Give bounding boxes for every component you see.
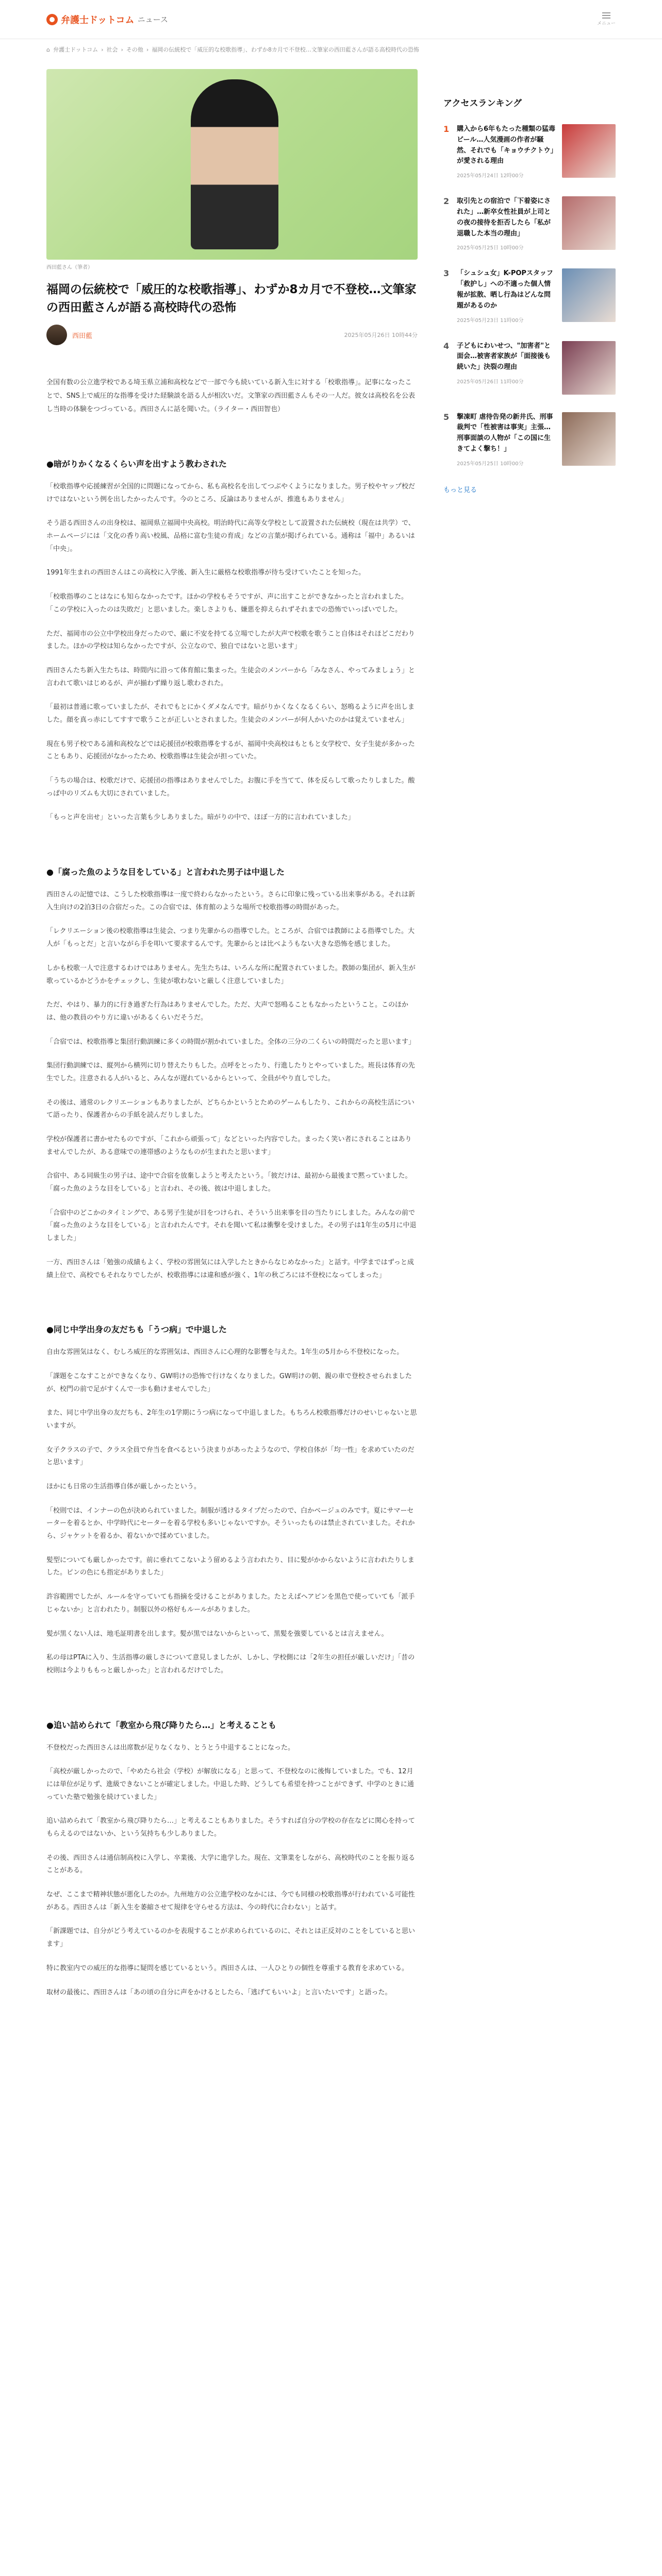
article-section bbox=[46, 866, 418, 1282]
ranking-date: 2025年05月25日 10時00分 bbox=[457, 461, 524, 467]
hamburger-icon bbox=[602, 12, 610, 19]
paragraph: ほかにも日常の生活指導自体が厳しかったという。 bbox=[46, 1483, 201, 1490]
ranking-thumbnail[interactable] bbox=[562, 124, 616, 178]
home-icon[interactable]: ⌂ bbox=[46, 46, 50, 53]
section-heading: ●追い詰められて「教室から飛び降りたら…」と考えることも bbox=[46, 1720, 276, 1730]
paragraph: 「校歌指導や応援練習が全国的に問題になってから、私も高校名を出してつぶやくようになりました。男子校やヤップ校だけではないという例を出したかったんです。今のところ、反論はありませんが、推進もありません」 bbox=[46, 483, 416, 503]
paragraph: 一方、西田さんは「勉強の成績もよく、学校の雰囲気には入学したときからなじめなかった」と話す。中学まではずっと成績上位で、高校でもそれなりでしたが、校歌指導には違和感が強く、1年の秋ごろには不登校になってしまった」 bbox=[46, 1258, 414, 1279]
paragraph: しかも校歌一人で注意するわけではありません。先生たちは、いろんな所に配置されていました。教師の集団が、新入生が歌っているかどうかをチェックし、生徒が歌わないと厳しく注意していました」 bbox=[46, 964, 416, 985]
breadcrumb-item[interactable]: 弁護士ドットコム bbox=[53, 46, 98, 53]
paragraph: ただ、やはり、暴力的に行き過ぎた行為はありませんでした。ただ、大声で怒鳴ることもなかったということ。このほかは、他の教員のやり方に違いがあるくらいだそうだ。 bbox=[46, 1001, 409, 1022]
ranking-item[interactable] bbox=[443, 412, 616, 467]
ranking-date: 2025年05月24日 12時00分 bbox=[457, 173, 524, 179]
ranking-item[interactable] bbox=[443, 268, 616, 323]
menu-button[interactable] bbox=[597, 12, 616, 26]
paragraph: そう語る西田さんの出身校は、福岡県立福岡中央高校。明治時代に高等女学校として設置された伝統校（現在は共学）で、ホームページには「文化の香り高い校風、品格に富む生徒の育成」などの言葉が掲げられている。通称は「福中」あるいは「中央」。 bbox=[46, 519, 415, 553]
author-name[interactable]: 西田藍 bbox=[72, 332, 93, 340]
paragraph: なぜ、ここまで精神状態が悪化したのか。九州地方の公立進学校のなかには、今でも同様の校歌指導が行われている可能性がある。西田さんは「新入生を萎縮させて規律を守らせる方法は、今の時代に合わない」と話す。 bbox=[46, 1891, 415, 1911]
paragraph: 「高校が厳しかったので、「やめたら社会（学校）が解放になる」と思って、不登校なのに後悔していました。でも、12月には単位が足りず、進級できないことが確定しました。中退した時、どうしても希望を持つことができず、中学のときに通っていた塾で勉強を続けていました」 bbox=[46, 1768, 414, 1801]
paragraph: 「課題をこなすことができなくなり、GW明けの恐怖で行けなくなりました。GW明けの朝、親の車で登校させられましたが、校門の前で足がすくんで一歩も動けませんでした」 bbox=[46, 1372, 412, 1393]
paragraph: また、同じ中学出身の友だちも、2年生の1学期にうつ病になって中退しました。もちろん校歌指導だけのせいじゃないと思いますが。 bbox=[46, 1409, 417, 1430]
menu-label: メニュー bbox=[597, 21, 616, 26]
paragraph: 西田さんたち新入生たちは、時間内に沿って体育館に集まった。生徒会のメンバーから「みなさん、やってみましょう」と言われて歌いはじめるが、声が揃わず繰り返し歌わされた。 bbox=[46, 666, 415, 687]
rank-number: 2 bbox=[443, 196, 450, 207]
paragraph: 「合宿中のどこかのタイミングで、ある男子生徒が目をつけられ、そういう出来事を目の当たりにしました。みんなの前で「腐った魚のような目をしている」と言われたんです。それを聞いて私は衝撃を受けました。その男子は1年生の5月に中退しました」 bbox=[46, 1209, 417, 1243]
ranking-item[interactable] bbox=[443, 124, 616, 179]
ranking-title-link[interactable]: 購入から6年もたった種類の猛毒ビール…人気漫画の作者が騒然、それでも「キョウチクトウ」が愛される理由 bbox=[457, 125, 556, 165]
article-section bbox=[46, 457, 418, 824]
paragraph: 私の母はPTAに入り、生活指導の厳しさについて意見しましたが、しかし、学校側には「2年生の担任が厳しいだけ」「昔の校則は今よりももっと厳しかった」と言われるだけでした。 bbox=[46, 1654, 415, 1674]
portrait-figure bbox=[191, 79, 278, 249]
paragraph: 西田さんの記憶では、こうした校歌指導は一度で終わらなかったという。さらに印象に残っている出来事がある。それは新入生向けの2泊3日の合宿だった。この合宿では、体育館のような場所で校歌指導の時間があった。 bbox=[46, 891, 416, 911]
article-section bbox=[46, 1323, 418, 1677]
section-heading: ●「腐った魚のような目をしている」と言われた男子は中退した bbox=[46, 867, 285, 877]
paragraph: その後、西田さんは通信制高校に入学し、卒業後、大学に進学した。現在、文筆業をしながら、高校時代のことを振り返ることがある。 bbox=[46, 1854, 416, 1875]
paragraph: 自由な雰囲気はなく、むしろ威圧的な雰囲気は、西田さんに心理的な影響を与えた。1年生の5月から不登校になった。 bbox=[46, 1348, 404, 1357]
breadcrumb: ⌂ 弁護士ドットコム › 社会 › その他 › 福岡の伝統校で「威圧的な校歌指導」、わずか8カ月で不登校…文筆家の西田藍さんが語る高校時代の恐怖 bbox=[46, 46, 419, 53]
paragraph: 女子クラスの子で、クラス全員で弁当を食べるという決まりがあったようなので、学校自体が「均一性」を求めていたのだと思います」 bbox=[46, 1446, 415, 1467]
photo-caption: 西田藍さん（筆者） bbox=[46, 265, 93, 270]
ranking-title-link[interactable]: 「シュシュ女」K-POPスタッフ「救护し」への不適った個人情報が拡散、晒し行為はどんな問題があるのか bbox=[457, 269, 553, 310]
paragraph: 「もっと声を出せ」といった言葉も少しありました。暗がりの中で、ほぼ一方的に言われていました」 bbox=[46, 814, 355, 822]
paragraph: 不登校だった西田さんは出席数が足りなくなり、とうとう中退することになった。 bbox=[46, 1743, 295, 1752]
rank-number: 5 bbox=[443, 412, 450, 422]
paragraph: 「校則では、インナーの色が決められていました。制服が透けるタイプだったので、白かベージュのみです。夏にサマーセーターを着るとか、中学時代にセーターを着る学校も多いじゃないですか。そういったものは禁止されていました。それから、ジャケットを着るか、着ないかで揉めていました。 bbox=[46, 1506, 415, 1540]
ranking-title-link[interactable]: 子どもにわいせつ、"加害者"と面会…被害者家族が「面接後も続いた」決裂の理由 bbox=[457, 342, 551, 371]
ranking-thumbnail[interactable] bbox=[562, 341, 616, 395]
author-block[interactable] bbox=[46, 325, 92, 345]
paragraph: 「最初は普通に歌っていましたが、それでもとにかくダメなんです。暗がりかくなくなるくらい、怒鳴るように声を出しました。顔を真っ赤にしてすすで歌うことが正しいとされました。生徒会のメンバーが何人かいたのかは覚えていません」 bbox=[46, 703, 415, 724]
brand-name: 弁護士ドットコム bbox=[61, 14, 135, 26]
ranking-date: 2025年05月23日 11時00分 bbox=[457, 317, 524, 324]
paragraph: 1991年生まれの西田さんはこの高校に入学後、新入生に厳格な校歌指導が待ち受けていたことを知った。 bbox=[46, 569, 366, 577]
paragraph: 髪型についても厳しかったです。前に垂れてこないよう留めるよう言われたり、目に髪がかからないように言われたりしました。ピンの色にも指定がありました」 bbox=[46, 1556, 415, 1577]
paragraph: 合宿中、ある同級生の男子は、途中で合宿を放棄しようと考えたという。「彼だけは、最初から最後まで黙っていました。「腐った魚のような目をしている」と言われ、その後、彼は中退しました。 bbox=[46, 1172, 412, 1193]
article-lead: 全国有数の公立進学校である埼玉県立浦和高校などで一部で今も続いている新入生に対する「校歌指導」。記事になったことで、SNS上で威圧的な指導を受けた経験談を語る人が相次いだ。文筆家の西田藍さんもその一人だ。彼女は高校名を公表し当時の体験をつづっている。西田さんに話を聞いた。（ライター・西田智也） bbox=[46, 379, 415, 413]
paragraph: ただ、福岡市の公立中学校出身だったので、厳に不安を持てる立場でしたが大声で校歌を歌うこと自体はそれほどこだわりました。ほかの学校は知らなかったですが、公立なので、独自ではないと思います」 bbox=[46, 630, 415, 651]
article-title: 福岡の伝統校で「威圧的な校歌指導」、わずか8カ月で不登校…文筆家の西田藍さんが語る高校時代の恐怖 bbox=[46, 283, 417, 314]
paragraph: 現在も男子校である浦和高校などでは応援団が校歌指導をするが、福岡中央高校はもともと女学校で、女子生徒が多かったこともあり、応援団がなかったため、校歌指導は生徒会が担っていた。 bbox=[46, 740, 415, 761]
paragraph: その後は、通常のレクリエーションもありましたが、どちらかというとためのゲームもしたり、これからの高校生活について語ったり、保護者からの手紙を読んだりしました。 bbox=[46, 1098, 415, 1120]
ranking-title-link[interactable]: 撃凍町 虐待告発の新井氏、刑事裁判で「性被害は事実」主張…刑事面談の人物が「この国に生きてよく撃ち！」 bbox=[457, 413, 553, 453]
rank-number: 3 bbox=[443, 268, 450, 279]
rank-number: 4 bbox=[443, 341, 450, 351]
paragraph: 特に教室内での威圧的な指導に疑問を感じているという。西田さんは、一人ひとりの個性を尊重する教育を求めている。 bbox=[46, 1964, 409, 1972]
ranking-date: 2025年05月26日 11時00分 bbox=[457, 379, 524, 385]
sidebar bbox=[443, 60, 616, 2010]
paragraph: 「合宿では、校歌指導と集団行動訓練に多くの時間が割かれていました。全体の三分の二くらいの時間だったと思います」 bbox=[46, 1038, 416, 1046]
publish-date: 2025年05月26日 10時44分 bbox=[344, 332, 418, 338]
article bbox=[46, 60, 418, 2010]
ranking-title: アクセスランキング bbox=[443, 98, 522, 109]
ranking-thumbnail[interactable] bbox=[562, 268, 616, 322]
brand-sub: ニュース bbox=[137, 15, 168, 24]
paragraph: 「うちの場合は、校歌だけで、応援団の指導はありませんでした。お腹に手を当てて、体を反らして歌ったりしました。酸っぱ中のリズムも大切にされていました。 bbox=[46, 777, 415, 798]
site-header bbox=[0, 0, 662, 39]
ranking-title-link[interactable]: 取引先との宿泊で「下着姿にされた」…新卒女性社員が上司との夜の接待を拒否したら「私が退職した本当の理由」 bbox=[457, 197, 551, 238]
ranking-thumbnail[interactable] bbox=[562, 196, 616, 250]
paragraph: 学校が保護者に書かせたものですが、「これから頑張って」などといった内容でした。まったく笑い者にされることはありませんでしたが、ある意味での連帯感のようなものが生まれたと思います」 bbox=[46, 1136, 412, 1156]
more-link[interactable]: もっと見る bbox=[443, 486, 477, 494]
paragraph: 「レクリエーション後の校歌指導は生徒会、つまり先輩からの指導でした。ところが、合宿では教師による指導でした。大人が「もっとだ」と言いながら手を叩いて要求するんです。先輩からとは比べようもない大きな恐怖を感じました。 bbox=[46, 927, 415, 948]
logo-icon bbox=[46, 14, 58, 25]
paragraph: 許容範囲でしたが、ルールを守っていても指摘を受けることがありました。たとえばヘアピンを黒色で使っていても「派手じゃないか」と言われたり。制服以外の格好もルールがありました。 bbox=[46, 1593, 415, 1614]
rank-number: 1 bbox=[443, 124, 450, 134]
breadcrumb-current: 福岡の伝統校で「威圧的な校歌指導」、わずか8カ月で不登校…文筆家の西田藍さんが語る高校時代の恐怖 bbox=[152, 46, 419, 53]
avatar bbox=[46, 325, 67, 345]
site-logo[interactable] bbox=[46, 13, 168, 26]
paragraph: 集団行動訓練では、縦列から横列に切り替えたりもした。点呼をとったり、行進したりとやっていました。班長は体育の先生でした。注意される人がいると、みんなが遅れているからといって、全員がやり直しでした。 bbox=[46, 1062, 415, 1082]
article-photo bbox=[46, 69, 418, 260]
section-heading: ●暗がりかくなるくらい声を出すよう教わされた bbox=[46, 459, 227, 469]
paragraph: 「新課題では、自分がどう考えているのかを表現することが求められているのに、それとは正反対のことをしていると思います」 bbox=[46, 1927, 416, 1948]
ranking-thumbnail[interactable] bbox=[562, 412, 616, 466]
paragraph: 追い詰められて「教室から飛び降りたら…」と考えることもありました。そうすれば自分の学校の存在などに関心を持ってもらえるのではないか、という気持ちも少しありました。 bbox=[46, 1817, 416, 1838]
paragraph: 髪が黒くない人は、地毛証明書を出します。髪が黒ではないからといって、黒髪を強要しているとは言えません。 bbox=[46, 1630, 388, 1638]
article-section bbox=[46, 1719, 418, 1999]
paragraph: 「校歌指導のことはなにも知らなかったです。ほかの学校もそうですが、声に出すことができなかったと言われました。「この学校に入ったのは失敗だ」と思いました。楽しさよりも、嫌悪を抑えられずそれまでの恐怖でいっぱいでした。 bbox=[46, 593, 408, 614]
paragraph: 取材の最後に、西田さんは「あの頃の自分に声をかけるとしたら、「逃げてもいいよ」と言いたいです」と語った。 bbox=[46, 1988, 392, 1996]
ranking-date: 2025年05月25日 10時00分 bbox=[457, 245, 524, 251]
ranking-item[interactable] bbox=[443, 341, 616, 395]
section-heading: ●同じ中学出身の友だちも「うつ病」で中退した bbox=[46, 1325, 227, 1335]
breadcrumb-item[interactable]: その他 bbox=[126, 46, 143, 53]
ranking-item[interactable] bbox=[443, 196, 616, 251]
breadcrumb-item[interactable]: 社会 bbox=[106, 46, 118, 53]
